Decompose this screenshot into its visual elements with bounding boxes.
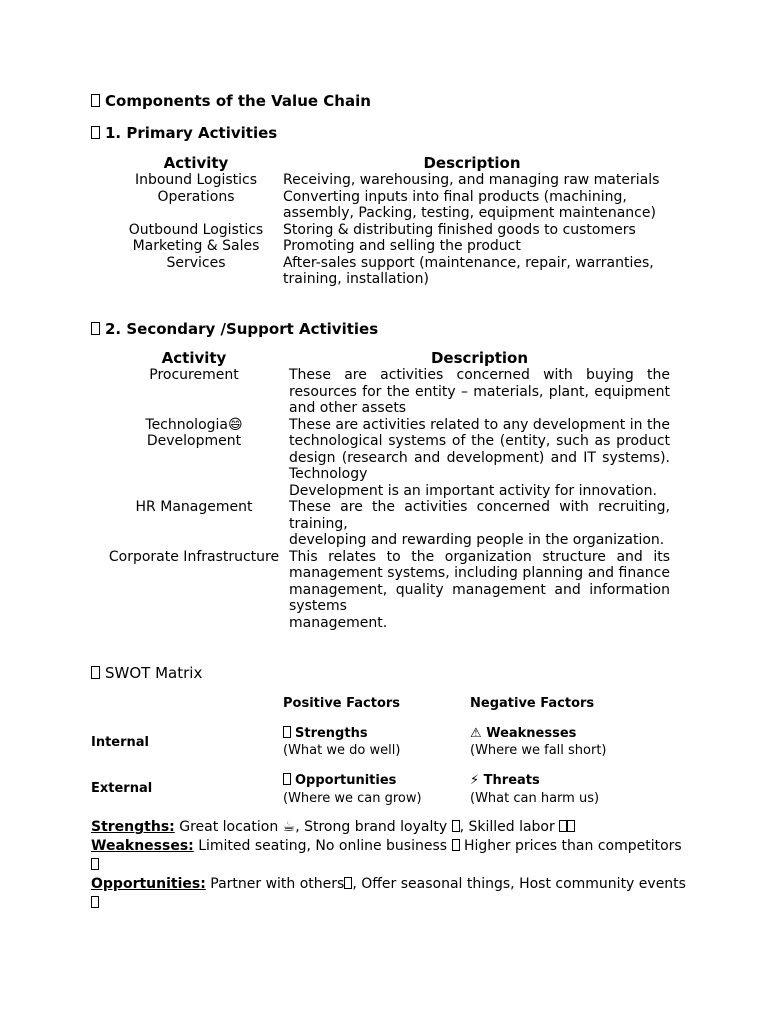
description-paragraph: This relates to the organization structure and its management systems, including planning and finance management, quality management and information systems [289, 548, 670, 614]
swot-weaknesses-title: ⚠ Weaknesses [470, 726, 577, 741]
primary-activities-table [109, 155, 661, 288]
warning-icon: ⚠ [470, 726, 482, 741]
activity-cell: Corporate Infrastructure [108, 548, 280, 565]
table-row [109, 172, 661, 189]
activity-line: Development [146, 433, 242, 449]
description-paragraph: developing and rewarding people in the organization. [289, 532, 665, 548]
missing-glyph-icon [91, 322, 100, 335]
value-chain-title: Components of the Value Chain [91, 92, 371, 110]
missing-glyph-icon [452, 839, 460, 851]
description-cell [289, 499, 670, 549]
note-label: Weaknesses: [91, 838, 194, 854]
column-header-description: Description [423, 154, 521, 172]
description-paragraph: These are activities related to any development in the technological systems of the (entity, such as product design (research and development) and IT systems). Technology [289, 416, 670, 482]
swot-positive-header: Positive Factors [283, 696, 401, 711]
activity-cell: Procurement [149, 367, 239, 383]
swot-strengths-sub: (What we do well) [283, 743, 401, 758]
activity-cell: HR Management [135, 499, 253, 515]
swot-title: SWOT Matrix [91, 664, 202, 682]
missing-glyph-icon [452, 820, 460, 832]
description-cell: Converting inputs into final products (machining, assembly, Packing, testing, equipment maintenance) [283, 188, 656, 221]
missing-glyph-icon [283, 726, 291, 738]
description-cell [289, 549, 670, 632]
missing-glyph-icon [559, 820, 567, 832]
swot-internal-label: Internal [91, 735, 150, 750]
swot-threats-sub: (What can harm us) [470, 791, 600, 806]
table-row [109, 238, 661, 255]
swot-threats-title: ⚡ Threats [470, 773, 540, 788]
swot-opportunities-sub: (Where we can grow) [283, 791, 422, 806]
missing-glyph-icon [283, 773, 291, 785]
swot-opportunities-title: Opportunities [283, 772, 396, 789]
table-header-row [99, 350, 670, 367]
description-cell: These are activities concerned with buying the resources for the entity – materials, plant, equipment and other assets [289, 367, 670, 416]
note-label: Strengths: [91, 819, 175, 835]
table-row [99, 499, 670, 549]
table-row [109, 189, 661, 222]
swot-negative-header: Negative Factors [470, 696, 595, 711]
missing-glyph-icon [567, 820, 575, 832]
swot-strengths-title: Strengths [283, 725, 368, 742]
column-header-activity: Activity [163, 154, 229, 172]
table-row [99, 549, 670, 632]
description-cell: Promoting and selling the product [283, 238, 521, 254]
secondary-activities-heading: 2. Secondary /Support Activities [91, 320, 378, 338]
table-row [99, 367, 670, 417]
description-paragraph: management. [289, 614, 388, 631]
missing-glyph-icon [91, 896, 99, 908]
note-label: Opportunities: [91, 876, 206, 892]
description-paragraph: These are the activities concerned with recruiting, training, [289, 499, 670, 532]
missing-glyph-icon [91, 94, 100, 107]
strengths-note: Strengths: Great location ☕, Strong brand loyalty , Skilled labor [91, 818, 691, 837]
activity-cell: Inbound Logistics [134, 172, 258, 188]
activity-cell: Outbound Logistics [128, 221, 264, 238]
secondary-activities-table [99, 350, 670, 631]
table-header-row [109, 155, 661, 172]
missing-glyph-icon [91, 858, 99, 870]
lightning-icon: ⚡ [470, 773, 480, 788]
missing-glyph-icon [91, 126, 100, 139]
table-row [109, 255, 661, 288]
activity-line: Technologia😄 [145, 416, 243, 433]
activity-cell: Marketing & Sales [132, 238, 260, 254]
table-row [99, 417, 670, 500]
description-cell: Receiving, warehousing, and managing raw materials [283, 172, 660, 188]
description-cell: After-sales support (maintenance, repair, warranties, training, installation) [283, 254, 654, 287]
activity-cell: Services [166, 254, 226, 271]
description-cell [289, 417, 670, 500]
activity-cell [99, 417, 289, 500]
activity-cell: Operations [157, 188, 235, 205]
column-header-activity: Activity [161, 349, 227, 367]
weaknesses-note: Weaknesses: Limited seating, No online business Higher prices than competitors [91, 837, 691, 875]
opportunities-note: Opportunities: Partner with others , Offer seasonal things, Host community events [91, 875, 691, 913]
swot-external-label: External [91, 781, 153, 796]
column-header-description: Description [430, 349, 529, 367]
swot-weaknesses-sub: (Where we fall short) [470, 743, 607, 758]
missing-glyph-icon [91, 666, 100, 679]
table-row [109, 222, 661, 239]
primary-activities-heading: 1. Primary Activities [91, 124, 277, 142]
description-paragraph: Development is an important activity for innovation. [289, 482, 657, 499]
description-cell: Storing & distributing finished goods to customers [283, 221, 636, 238]
